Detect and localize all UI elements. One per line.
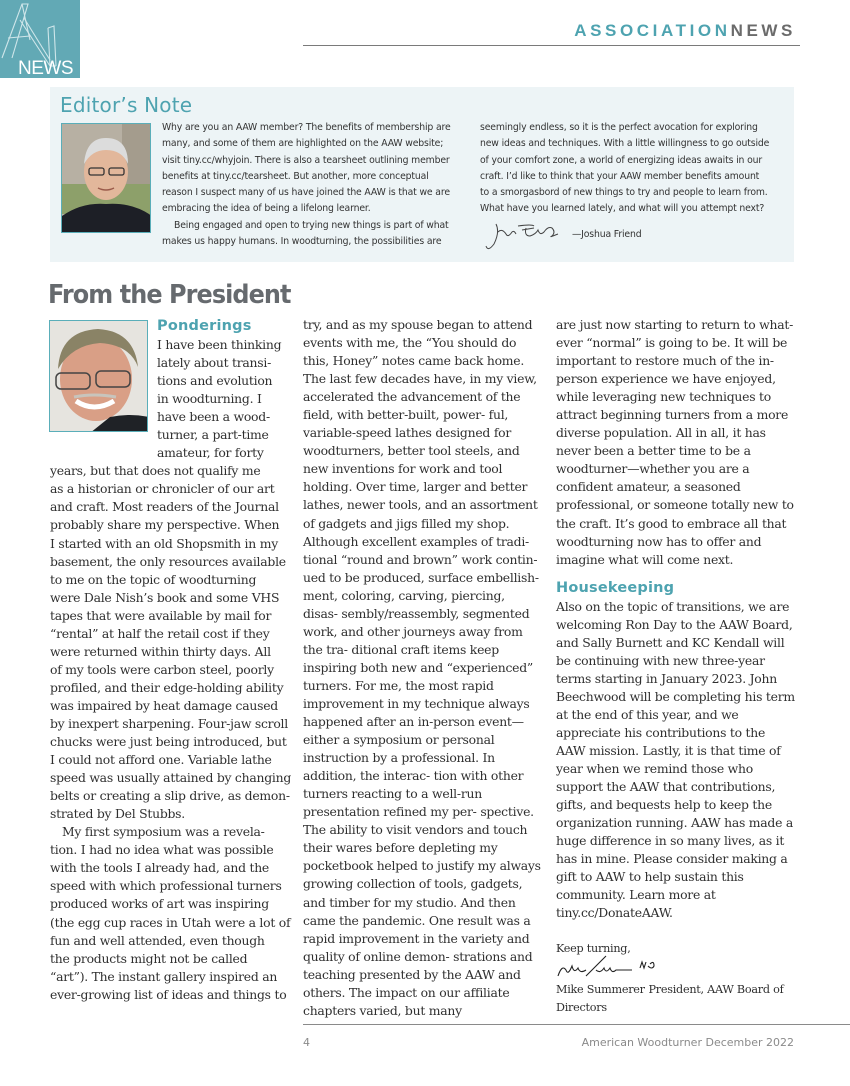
text-line: ment, coloring, carving, piercing, disas- — [303, 587, 505, 621]
text-line: always growing collection of tools, — [303, 858, 541, 892]
text-line: AAW has made a huge difference in — [556, 815, 793, 849]
text-line: speed with which professional turners — [50, 878, 282, 894]
text-line: I started with an old Shopsmith in my — [50, 535, 278, 551]
text-line: belts or creating a slip drive, as demon- — [50, 788, 290, 804]
text-line: for woodturners, better tool steels, — [303, 425, 512, 459]
text-line: tions and evolution — [157, 373, 273, 389]
text-line: sembly/reassembly, segmented work, — [303, 605, 530, 639]
editor-line: What have you learned lately, and what will you attempt next? — [480, 203, 765, 215]
text-line: events with me, the “You should do — [303, 335, 517, 351]
text-line: chucks were just being introduced, but — [50, 734, 287, 750]
text-line: variety and quality of online demon- — [303, 930, 530, 964]
text-line: basement, the only resources available — [50, 553, 286, 569]
text-line: are a confident amateur, a seasoned — [556, 461, 750, 495]
text-line: of gadgets and jigs filled my shop. — [303, 515, 510, 531]
editor-photo — [61, 123, 151, 233]
text-line: All in all, it has never been a better — [556, 425, 766, 459]
text-line: were Dale Nish’s book and some VHS — [50, 589, 280, 605]
text-line: be continuing with new three-year — [556, 652, 765, 668]
header-association: ASSOCIATION — [574, 21, 731, 40]
subhead-ponderings: Ponderings — [157, 318, 252, 334]
text-line: “art”). The instant gallery inspired an — [50, 968, 278, 984]
text-line: at the end of this year, and we appreciate — [556, 706, 739, 740]
text-line: fun and well attended, even though — [50, 932, 265, 948]
text-line: of my tools were carbon steel, poorly — [50, 661, 274, 677]
text-line: amateur, for forty — [157, 445, 264, 461]
text-line: have been a wood- — [157, 409, 270, 425]
text-line: and other journeys away from the tra- — [303, 623, 523, 657]
text-line: and touch their wares before depleting — [303, 822, 528, 856]
text-line: after an in-person event—either a — [303, 714, 524, 748]
text-line: his contributions to the AAW mission. — [556, 724, 766, 759]
text-line: and craft. Most readers of the Journal — [50, 499, 279, 515]
section-header-title — [574, 21, 796, 41]
editor-line: craft. I’d like to think that your AAW member benefits amount — [480, 170, 760, 182]
text-line: remind those who support the AAW — [556, 761, 753, 795]
text-line: tapes that were available by mail for — [50, 607, 272, 623]
page-number: 4 — [303, 1036, 310, 1049]
text-line: sustain this community. Learn more at — [556, 869, 744, 903]
closing-line: Keep turning, — [556, 941, 631, 955]
editor-line: new ideas and techniques. With a little willingness to go outside — [480, 138, 770, 150]
text-line: so many lives, as it has in mine. Please — [556, 833, 785, 867]
signer-name: Mike Summerer — [556, 982, 645, 996]
text-line: well-run presentation refined my per- — [303, 786, 482, 820]
text-line: lately about transi- — [157, 355, 272, 371]
text-line: professional, or someone totally new — [556, 497, 779, 513]
text-line: this, Honey” notes came back home. — [303, 353, 525, 369]
text-line: attract beginning turners from a more — [556, 407, 789, 423]
editor-line: to a smorgasbord of new things to try and people to learn from. — [480, 187, 768, 199]
text-line: try, and as my spouse began to attend — [303, 317, 533, 332]
editor-line: Being engaged and open to trying new things is part of what — [174, 219, 449, 231]
editor-line: benefits at tiny.cc/tearsheet. But another, more conceptual — [162, 170, 429, 182]
text-line: My first symposium was a revela- — [62, 824, 265, 840]
text-line: and Sally Burnett and KC Kendall will — [556, 634, 785, 650]
text-line: ditional craft items keep inspiring both — [303, 641, 499, 675]
spacer — [556, 923, 796, 939]
text-line: spective. The ability to visit vendors — [303, 804, 534, 838]
text-line: my pocketbook helped to justify my — [303, 840, 498, 874]
header-news: NEWS — [730, 21, 796, 40]
text-line: speed was usually attained by changing — [50, 770, 292, 786]
text-line: I have been thinking — [157, 337, 282, 352]
text-line: in-person experience we have enjoyed, — [556, 353, 776, 387]
text-line: in woodturning. I — [157, 391, 262, 407]
editors-note-box — [50, 87, 794, 262]
spacer — [556, 569, 796, 578]
editor-line: makes us happy humans. In woodturning, the possibilities are — [162, 236, 442, 248]
text-line: profiled, and their edge-holding ability — [50, 679, 284, 695]
text-line: strations and teaching presented by — [303, 948, 533, 982]
header-divider — [303, 45, 800, 46]
text-line: result was a rapid improvement in the — [303, 912, 531, 946]
text-line: a professional. In addition, the interac- — [303, 750, 495, 784]
text-line: of the field, with better-built, power- — [303, 389, 521, 423]
text-line: our affiliate chapters varied, but many — [303, 984, 510, 1018]
editors-note-title: Editor’s Note — [60, 93, 193, 117]
text-line: view, accelerated the advancement — [303, 371, 537, 405]
text-line: symposium or personal instruction by — [303, 732, 495, 766]
text-line: ued to be produced, surface embellish- — [303, 569, 539, 585]
text-line: to the craft. It’s good to embrace all — [556, 497, 794, 531]
column-1-body — [50, 462, 290, 1003]
text-line: be important to restore much of the — [556, 335, 788, 369]
text-line: help to keep the organization running. — [556, 797, 772, 831]
editor-line: Why are you an AAW member? The benefits of membership are — [162, 122, 451, 133]
editors-note-column-1 — [162, 120, 472, 250]
editor-line: embracing the idea of being a lifelong learner. — [162, 203, 371, 215]
editor-line: of your comfort zone, a world of energizing ideas awaits in our — [480, 154, 763, 166]
text-line: years, but that does not qualify me — [50, 463, 261, 479]
text-line: time to be a woodturner—whether you — [556, 443, 751, 477]
text-line: tion. I had no idea what was possible — [50, 842, 274, 858]
text-line: while leveraging new techniques to — [556, 389, 771, 405]
text-line: were returned within thirty days. All — [50, 643, 271, 659]
association-news-logo — [0, 0, 80, 78]
text-line: welcoming Ron Day to the AAW Board, — [556, 616, 793, 632]
publication-line: American Woodturner December 2022 — [581, 1036, 794, 1049]
text-line: strated by Del Stubbs. — [50, 806, 185, 822]
text-line: Lastly, it is that time of year when we — [556, 743, 781, 777]
signer-title: President, AAW Board of Directors — [556, 982, 784, 1014]
text-line: diverse population. — [556, 425, 673, 441]
president-handwritten-signature-icon — [556, 954, 676, 980]
text-line: Beechwood will be completing his term — [556, 688, 795, 704]
text-line: the AAW and others. The impact on — [303, 966, 521, 1000]
text-line: and new inventions for work and tool — [303, 443, 520, 477]
text-line: in my technique always happened — [303, 695, 530, 730]
text-line: that woodturning now has to offer and — [556, 515, 787, 549]
text-line: tion with other turners reacting to a — [303, 768, 524, 802]
editor-line: reason I suspect many of us have joined the AAW is that we are — [162, 187, 450, 199]
text-line: consider making a gift to AAW to help — [556, 851, 788, 885]
footer-divider — [303, 1024, 850, 1025]
text-line: was impaired by heat damage caused — [50, 697, 278, 713]
editor-line: many, and some of them are highlighted on the AAW website; — [162, 138, 444, 150]
text-line: gadgets, and timber for my studio. — [303, 876, 523, 910]
article-column-2 — [303, 316, 543, 1020]
text-line: probably share my perspective. When — [50, 517, 280, 533]
text-line: are just now starting to return to what- — [556, 317, 794, 332]
text-line: the products might not be called — [50, 950, 248, 966]
text-line: imagine what will come next. — [556, 551, 734, 567]
text-line: And then came the pandemic. One — [303, 894, 516, 928]
text-line: Also on the topic of transitions, we are — [556, 598, 790, 614]
editors-note-column-2 — [480, 120, 785, 254]
text-line: For me, the most rapid improvement — [303, 677, 494, 711]
text-line: tiny.cc/DonateAAW. — [556, 905, 673, 921]
text-line: terms starting in January 2023. John — [556, 670, 777, 686]
editor-line: seemingly endless, so it is the perfect avocation for exploring — [480, 122, 758, 133]
text-line: by inexpert sharpening. Four-jaw scroll — [50, 715, 288, 731]
text-line: turner, a part-time — [157, 427, 269, 443]
text-line: tional “round and brown” work contin- — [303, 551, 538, 567]
text-line: with the tools I already had, and the — [50, 860, 270, 876]
editor-line: visit tiny.cc/whyjoin. There is also a tearsheet outlining member — [162, 154, 450, 166]
editor-portrait-image — [62, 124, 151, 233]
text-line: ever-growing list of ideas and things to — [50, 986, 287, 1002]
text-line: as a historian or chronicler of our art — [50, 481, 275, 497]
article-column-1 — [50, 316, 290, 1004]
wrapped-intro — [157, 316, 290, 462]
subhead-housekeeping: Housekeeping — [556, 579, 675, 596]
text-line: to me on the topic of woodturning — [50, 571, 257, 587]
text-line: Although excellent examples of tradi- — [303, 533, 529, 549]
text-line: “rental” at half the retail cost if they — [50, 625, 270, 641]
text-line: The last few decades have, in my — [303, 371, 503, 387]
article-column-3 — [556, 316, 796, 1016]
text-line: ever “normal” is going to be. It will — [556, 335, 769, 351]
text-line: new and “experienced” turners. — [303, 659, 534, 693]
editor-signature-name: —Joshua Friend — [572, 228, 642, 240]
text-line: holding. Over time, larger and better — [303, 479, 528, 495]
text-line: lathes, newer tools, and an assortment — [303, 497, 538, 513]
text-line: produced works of art was inspiring — [50, 896, 269, 912]
editor-handwritten-signature-icon — [482, 220, 570, 254]
text-line: (the egg cup races in Utah were a lot of — [50, 914, 291, 930]
logo-news-label: NEWS — [18, 58, 73, 78]
text-line: ful, variable-speed lathes designed — [303, 407, 509, 441]
editor-signature-row — [480, 220, 785, 254]
page-title: From the President — [48, 280, 291, 310]
text-line: I could not afford one. Variable lathe — [50, 752, 272, 768]
text-line: that contributions, gifts, and bequests — [556, 779, 776, 813]
